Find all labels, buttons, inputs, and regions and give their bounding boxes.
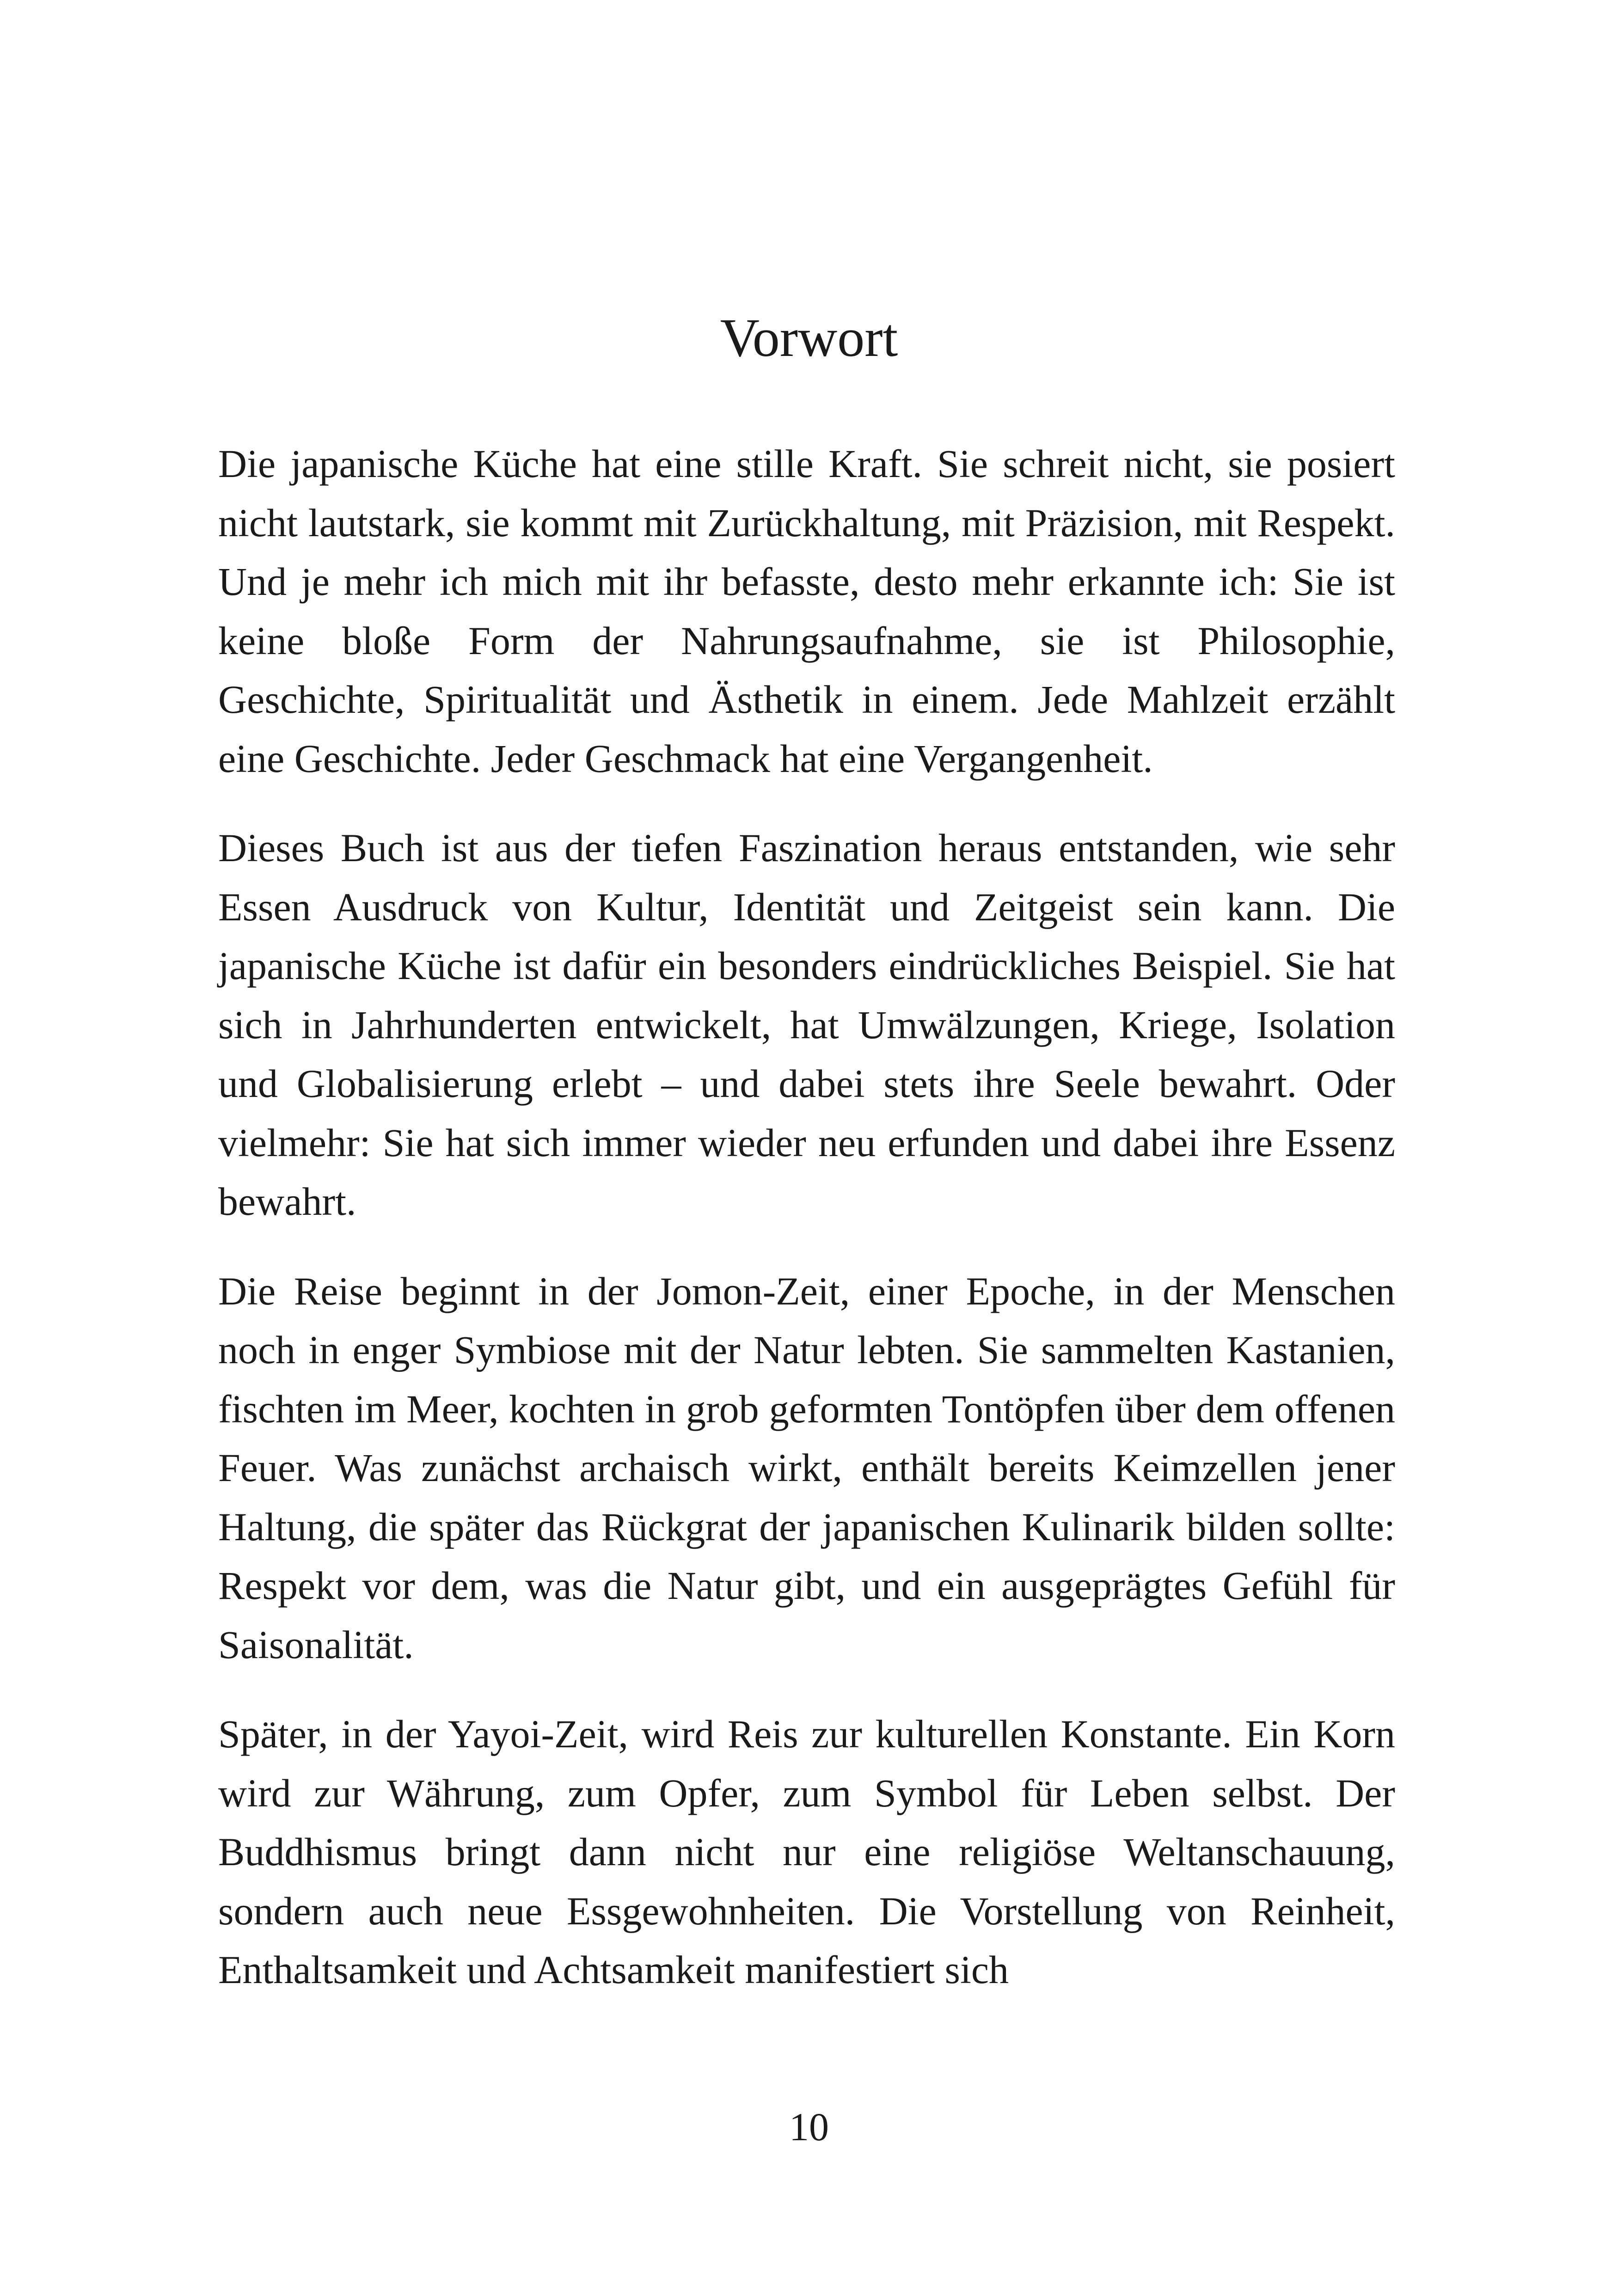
paragraph-1: Die japanische Küche hat eine stille Kraft. Sie schreit nicht, sie posiert nicht lautstark, sie kommt mit Zurückhaltung, mit Präzision, mit Respekt. Und je mehr ich mich mit ihr befasste, desto mehr erkannte ich: Sie ist keine bloße Form der Nahrungsaufnahme, sie ist Philosophie, Geschichte, Spiritualität und Ästhetik in einem. Jede Mahlzeit erzählt eine Geschichte. Jeder Geschmack hat eine Vergangenheit. bbox=[218, 441, 1395, 781]
page-number: 10 bbox=[789, 2105, 829, 2149]
chapter-title: Vorwort bbox=[720, 307, 898, 368]
paragraph-3: Die Reise beginnt in der Jomon-Zeit, einer Epoche, in der Menschen noch in enger Symbiose mit der Natur lebten. Sie sammelten Kastanien, fischten im Meer, kochten in grob geformten Tontöpfen über dem offenen Feuer. Was zunächst archaisch wirkt, enthält bereits Keimzellen jener Haltung, die später das Rückgrat der japanischen Kulinarik bilden sollte: Respekt vor dem, was die Natur gibt, und ein ausgeprägtes Gefühl für Saisonalität. bbox=[218, 1268, 1395, 1667]
paragraph-4: Später, in der Yayoi-Zeit, wird Reis zur kulturellen Konstante. Ein Korn wird zur Währung, zum Opfer, zum Symbol für Leben selbst. Der Buddhismus bringt dann nicht nur eine religiöse Weltanschauung, sondern auch neue Essgewohnheiten. Die Vorstellung von Reinheit, Enthaltsamkeit und Achtsamkeit manifestiert sich bbox=[218, 1712, 1395, 1992]
paragraph-2: Dieses Buch ist aus der tiefen Faszination heraus entstanden, wie sehr Essen Ausdruck von Kultur, Identität und Zeitgeist sein kann. Die japanische Küche ist dafür ein besonders eindrückliches Beispiel. Sie hat sich in Jahrhunderten entwickelt, hat Umwälzungen, Kriege, Isolation und Globalisierung erlebt – und dabei stets ihre Seele bewahrt. Oder vielmehr: Sie hat sich immer wieder neu erfunden und dabei ihre Essenz bewahrt. bbox=[218, 826, 1395, 1224]
body-text bbox=[218, 435, 1395, 2030]
